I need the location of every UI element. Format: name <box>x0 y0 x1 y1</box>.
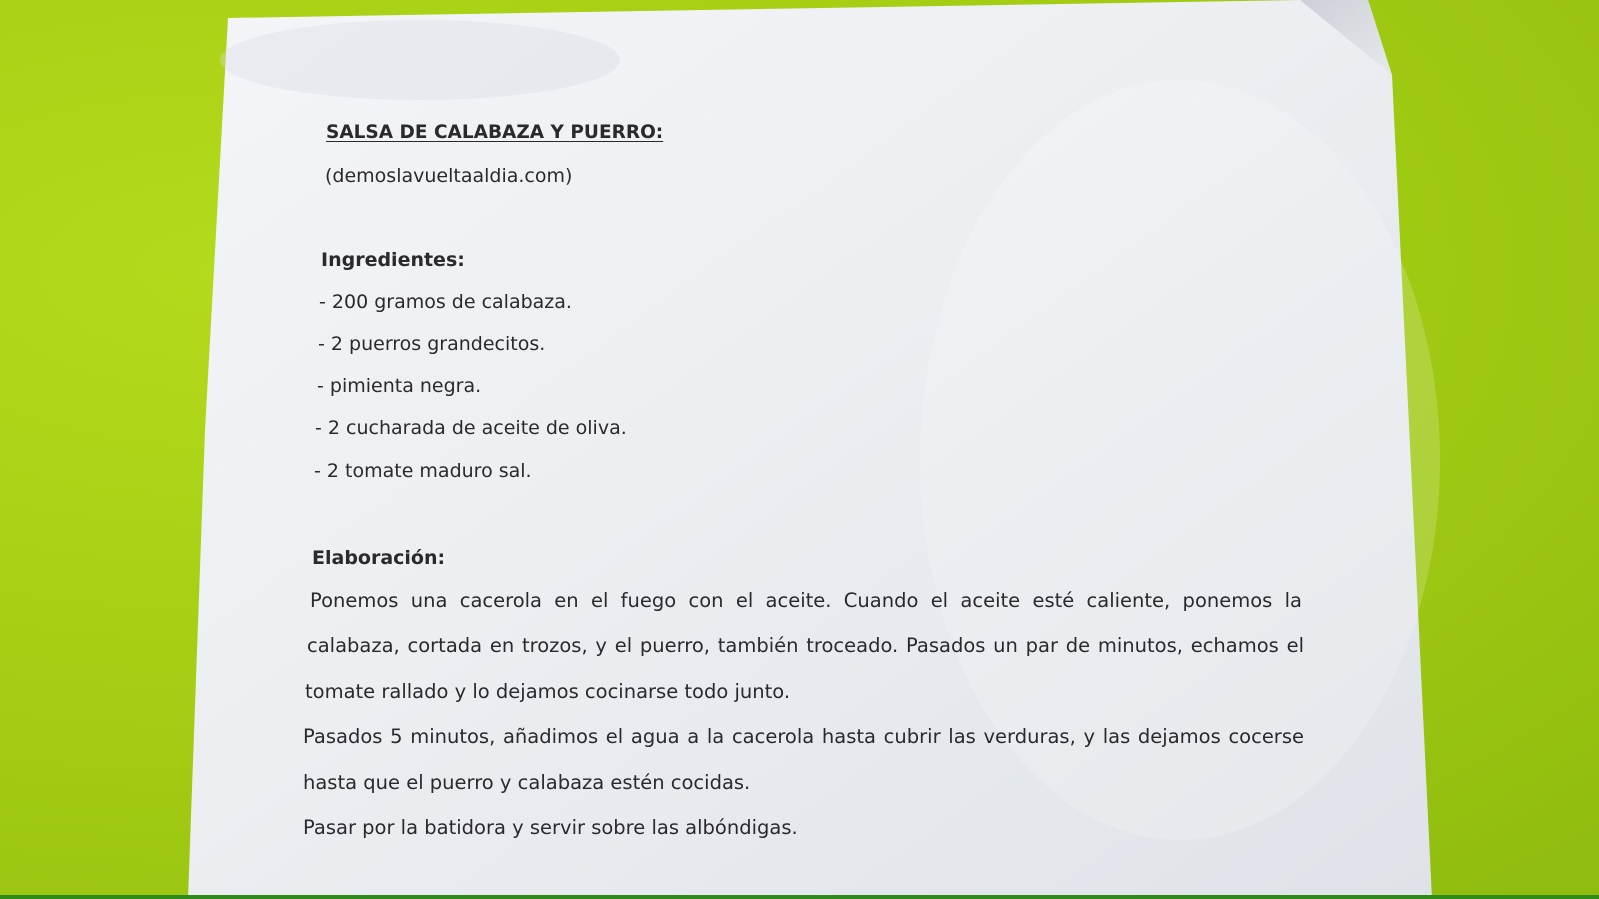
ingredient-item: - 2 puerros grandecitos. <box>318 333 546 355</box>
ingredient-item: - 2 tomate maduro sal. <box>314 460 532 482</box>
method-line: Ponemos una cacerola en el fuego con el aceite. Cuando el aceite esté caliente, ponemos la <box>310 589 1302 612</box>
method-heading: Elaboración: <box>312 547 446 569</box>
recipe-source: (demoslavueltaaldia.com) <box>325 165 573 187</box>
method-line: Pasados 5 minutos, añadimos el agua a la cacerola hasta cubrir las verduras, y las dejamos cocerse <box>303 725 1304 748</box>
method-line: hasta que el puerro y calabaza estén cocidas. <box>303 771 751 794</box>
ingredient-item: - 200 gramos de calabaza. <box>319 291 572 313</box>
method-line: calabaza, cortada en trozos, y el puerro, también troceado. Pasados un par de minutos, echamos el <box>307 634 1304 657</box>
recipe-title: SALSA DE CALABAZA Y PUERRO: <box>326 122 664 143</box>
ingredients-heading: Ingredientes: <box>321 249 465 271</box>
method-line: tomate rallado y lo dejamos cocinarse todo junto. <box>305 680 791 703</box>
bottom-edge <box>0 895 1599 899</box>
ingredient-item: - 2 cucharada de aceite de oliva. <box>315 417 627 439</box>
method-line: Pasar por la batidora y servir sobre las albóndigas. <box>303 816 798 839</box>
ingredient-item: - pimienta negra. <box>317 375 482 397</box>
